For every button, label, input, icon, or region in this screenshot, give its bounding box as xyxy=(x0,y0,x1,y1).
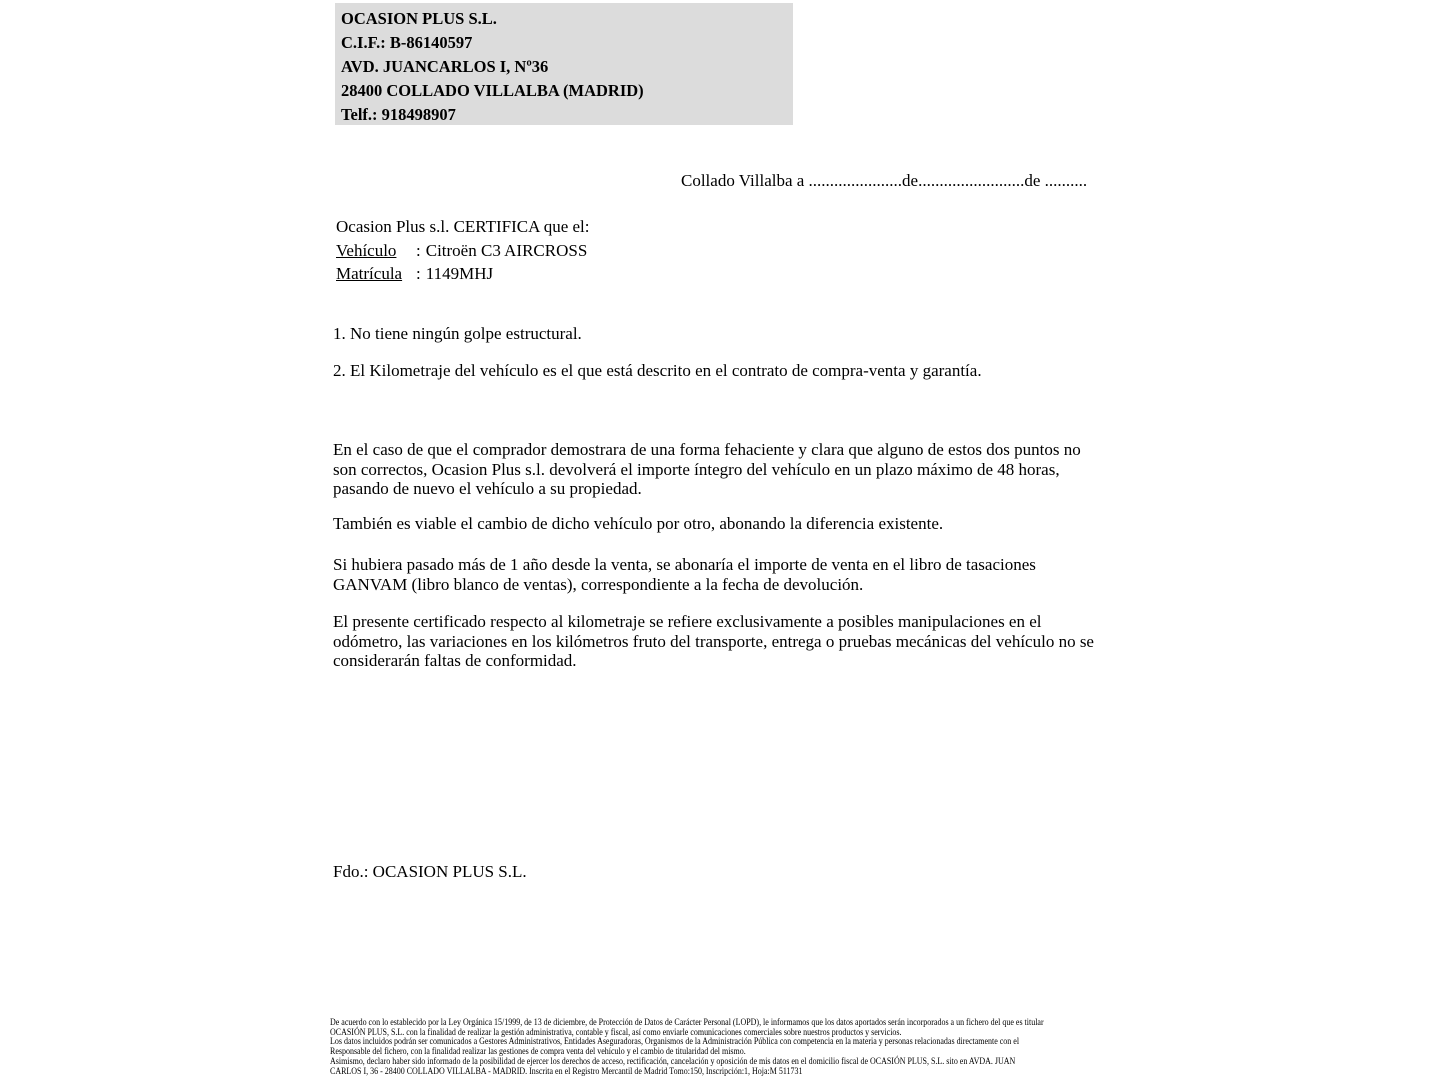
signature-line: Fdo.: OCASION PLUS S.L. xyxy=(333,862,527,881)
legal-footer-line: Asimismo, declaro haber sido informado de la posibilidad de ejercer los derechos de acceso, rectificación, cancelación y oposición de mis datos en el domicilio fiscal de OCASIÓN PLUS, S.L. sito en AVDA. JUAN xyxy=(330,1056,1016,1067)
certification-block xyxy=(336,215,590,286)
vehicle-field xyxy=(336,239,590,263)
plate-value: 1149MHJ xyxy=(425,264,494,283)
company-letterhead xyxy=(335,3,793,125)
refund-terms-paragraph: En el caso de que el comprador demostrara de una forma fehaciente y clara que alguno de estos dos puntos no son correctos, Ocasion Plus s.l. devolverá el importe íntegro del vehículo en un plazo máximo de 48 horas, pasando de nuevo el vehículo a su propiedad. xyxy=(333,440,1081,499)
ganvam-terms-paragraph: Si hubiera pasado más de 1 año desde la venta, se abonaría el importe de venta en el libro de tasaciones GANVAM (libro blanco de ventas), correspondiente a la fecha de devolución. xyxy=(333,555,1036,594)
company-phone: Telf.: 918498907 xyxy=(341,105,456,124)
legal-footer-line: OCASIÓN PLUS, S.L. con la finalidad de realizar la gestión administrativa, contable y fiscal, así como enviarle comunicaciones comerciales sobre nuestros productos y servicios. xyxy=(330,1027,902,1038)
certified-point-1: 1. No tiene ningún golpe estructural. xyxy=(333,324,582,343)
legal-footer-line: Responsable del fichero, con la finalidad realizar las gestiones de compra venta del vehículo y el cambio de titularidad del mismo. xyxy=(330,1047,746,1058)
plate-field xyxy=(336,262,590,286)
certified-point-2: 2. El Kilometraje del vehículo es el que está descrito en el contrato de compra-venta y garantía. xyxy=(333,361,982,380)
vehicle-separator: : xyxy=(416,240,421,260)
company-cif: C.I.F.: B-86140597 xyxy=(341,33,473,52)
plate-label: Matrícula xyxy=(336,264,403,283)
legal-footer xyxy=(330,1019,1120,1077)
company-address: AVD. JUANCARLOS I, Nº36 xyxy=(341,57,549,76)
legal-footer-line: Los datos incluidos podrán ser comunicados a Gestores Administrativos, Entidades Aseguradoras, Organismos de la Administración Pública con competencia en la materia y personas relacionadas directamente con el xyxy=(330,1037,1020,1048)
company-name: OCASION PLUS S.L. xyxy=(341,9,497,28)
date-line: Collado Villalba a ......................de.........................de .......... xyxy=(681,171,1088,190)
legal-footer-line: CARLOS I, 36 - 28400 COLLADO VILLALBA - MADRID. Inscrita en el Registro Mercantil de Madrid Tomo:150, Inscripción:1, Hoja:M 511731 xyxy=(330,1066,803,1077)
vehicle-value: Citroën C3 AIRCROSS xyxy=(425,240,588,260)
vehicle-label: Vehículo xyxy=(336,240,397,260)
certification-intro: Ocasion Plus s.l. CERTIFICA que el: xyxy=(336,217,590,236)
legal-footer-line: De acuerdo con lo establecido por la Ley Orgánica 15/1999, de 13 de diciembre, de Protección de Datos de Carácter Personal (LOPD), le informamos que los datos aportados serán incorporados a un fichero del que es titular xyxy=(330,1018,1044,1028)
company-city: 28400 COLLADO VILLALBA (MADRID) xyxy=(341,81,644,100)
plate-separator: : xyxy=(416,264,421,283)
exchange-terms-paragraph: También es viable el cambio de dicho vehículo por otro, abonando la diferencia existente. xyxy=(333,514,944,533)
odometer-terms-paragraph: El presente certificado respecto al kilometraje se refiere exclusivamente a posibles manipulaciones en el odómetro, las variaciones en los kilómetros fruto del transporte, entrega o pruebas mecánicas del vehículo no se considerarán faltas de conformidad. xyxy=(333,612,1094,671)
